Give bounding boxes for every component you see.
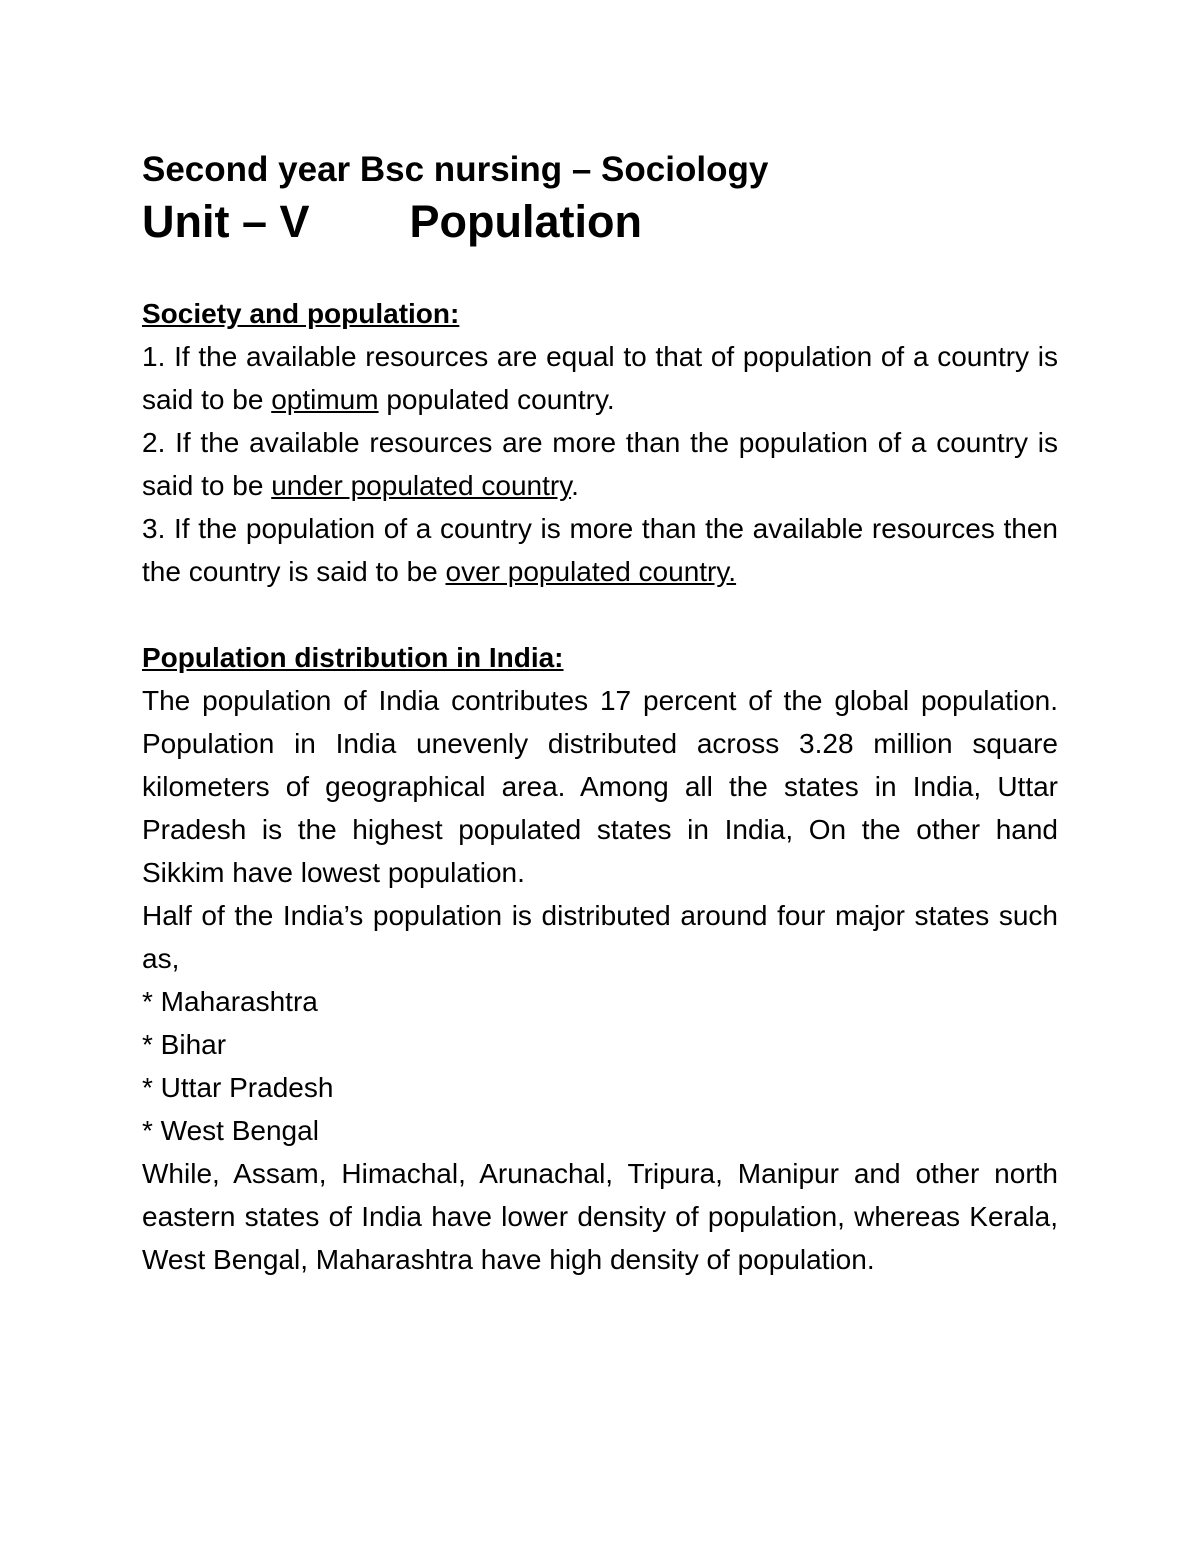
point-2-tail: .: [571, 470, 579, 501]
section-heading-distribution: Population distribution in India:: [142, 642, 564, 673]
distribution-paragraph-2: Half of the India’s population is distributed around four major states such as,: [142, 900, 1058, 974]
point-2: [142, 421, 1058, 507]
distribution-paragraph-3: While, Assam, Himachal, Arunachal, Tripura, Manipur and other north eastern states of India have lower density of population, whereas Kerala, West Bengal, Maharashtra have high density of population.: [142, 1158, 1058, 1275]
state-list-item: * Uttar Pradesh: [142, 1072, 334, 1103]
point-1: [142, 335, 1058, 421]
unit-label: Unit – V: [142, 196, 310, 247]
point-3: [142, 507, 1058, 593]
unit-topic: Population: [409, 196, 643, 247]
state-list-item: * Bihar: [142, 1029, 227, 1060]
point-2-emphasis: under populated country: [271, 470, 572, 501]
point-1-text: 1. If the available resources are equal to that of population of a country is said to be: [142, 341, 1058, 415]
document-page: [142, 148, 1058, 1281]
point-3-text: 3. If the population of a country is more than the available resources then the country is said to be: [142, 513, 1058, 587]
point-1-tail: populated country.: [378, 384, 615, 415]
distribution-paragraph-1: The population of India contributes 17 percent of the global population. Population in India unevenly distributed across 3.28 million square kilometers of geographical area. Among all the states in India, Uttar Pradesh is the highest populated states in India, On the other hand Sikkim have lowest population.: [142, 685, 1058, 888]
point-2-text: 2. If the available resources are more than the population of a country is said to be: [142, 427, 1058, 501]
point-3-emphasis: over populated country.: [445, 556, 737, 587]
state-list-item: * West Bengal: [142, 1115, 319, 1146]
document-title: Second year Bsc nursing – Sociology: [142, 150, 769, 189]
point-1-emphasis: optimum: [271, 384, 379, 415]
state-list-item: * Maharashtra: [142, 986, 318, 1017]
section-heading-society: Society and population:: [142, 298, 460, 329]
unit-heading: [142, 192, 1058, 252]
